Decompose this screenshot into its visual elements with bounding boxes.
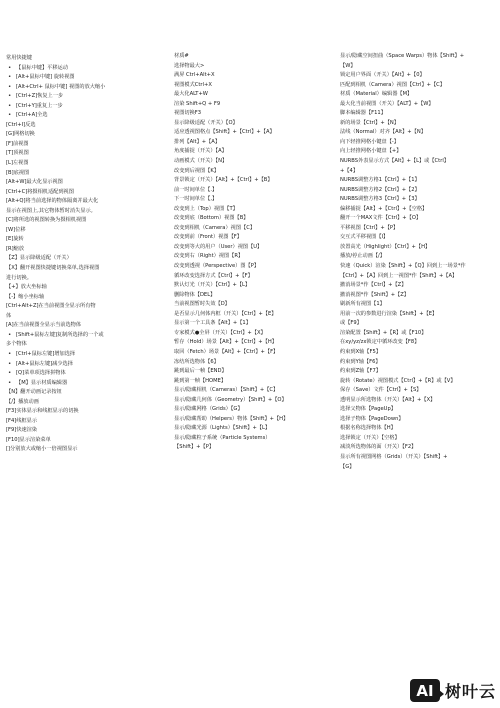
shortcut-line: 显示/隐藏粒子系统（Particle Systems） xyxy=(174,434,271,441)
shortcut-line: 交互式平移视图【I】 xyxy=(340,234,389,241)
shortcut-line: 显示/隐藏光源（Lights）【Shift】+【L】 xyxy=(174,425,271,432)
shortcut-line: 删除物体【DEL】 xyxy=(174,291,216,298)
shortcut-line: 显示第一个工具条【Alt】+【1】 xyxy=(174,320,251,327)
shortcut-line: • [Alt+Ctrl+ 鼠标中键] 视图的放大缩小 xyxy=(6,83,170,93)
shortcut-line: 撤消场景*作【Ctrl】+【Z】 xyxy=(340,282,407,289)
shortcut-line: []分别放大或缩小一倍视图显示 xyxy=(6,446,78,453)
shortcut-line: 改变到相机（Camera）视图【C】 xyxy=(174,224,256,231)
shortcut-line: 视图模式Ctrl+X xyxy=(174,81,212,88)
shortcut-line: [F4]线框显示 xyxy=(6,417,38,424)
shortcut-line: 法线（Normal）对齐【Alt】+【N】 xyxy=(340,129,426,136)
shortcut-line: 循环改变选择方式【Ctrl】+【F】 xyxy=(174,272,253,279)
shortcut-line: • [Ctrl+鼠标左键]增加选择 xyxy=(6,350,170,360)
shortcut-line: 选择物最大> xyxy=(174,62,205,69)
shortcut-line: 或【F9】 xyxy=(340,320,362,327)
shortcut-line: [L]左视图 xyxy=(6,160,29,167)
shortcut-line: 【Z】显示降级适配（开关） xyxy=(6,255,72,262)
shortcut-line: 最大化ALT+W xyxy=(174,91,208,98)
shortcut-line: 默认灯光（开关）【Ctrl】+【L】 xyxy=(174,282,251,289)
shortcut-line: 显示所有视图网格（Grids）（开关）【Shift】+ xyxy=(340,453,448,460)
shortcut-line: 显示/隐藏帮助（Helpers）物体【Shift】+【H】 xyxy=(174,415,289,422)
shortcut-line: 选择父物体【PageUp】 xyxy=(340,406,396,413)
shortcut-line: 跳到最后一帧【END】 xyxy=(174,368,227,375)
shortcut-line: [C]将所选的视图转换为摄相机视图 xyxy=(6,217,87,224)
shortcut-line: 选择子物体【PageDown】 xyxy=(340,415,404,422)
shortcut-line: [F]前视图 xyxy=(6,140,29,147)
shortcut-line: 显示/隐藏空间扭曲（Space Warps）物体【Shift】+ xyxy=(340,53,465,59)
shortcut-line: [F9]快速渲染 xyxy=(6,427,38,434)
shortcut-line: 改变到上（Top）视图【T】 xyxy=(174,205,238,212)
shortcut-line: 翻开一个MAX文件【Ctrl】+【O】 xyxy=(340,215,422,222)
shortcut-line: 【Ctrl】+【A】回到上一视图*作【Shift】+【A】 xyxy=(340,272,458,279)
shortcut-line: 选择锁定（开关）【空格】 xyxy=(340,434,400,441)
shortcut-line: [E]旋转 xyxy=(6,236,24,243)
shortcut-line: [W]位移 xyxy=(6,226,26,233)
shortcut-line: 暂存（Hold）场景【Alt】+【Ctrl】+【H】 xyxy=(174,339,277,346)
shortcut-line: [A]在当前视图全显示当前选物体 xyxy=(6,322,82,329)
shortcut-line: NURBS调整方格1【Ctrl】+【1】 xyxy=(340,177,420,184)
shortcut-line: • [Alt+鼠标左键]减少选择 xyxy=(6,360,170,370)
shortcut-line: 显示/隐藏几何体（Geometry）【Shift】+【O】 xyxy=(174,396,287,403)
shortcut-line: • 【M】显示材质编辑器 xyxy=(6,379,170,389)
shortcut-line: 改变到前（Front）视图【F】 xyxy=(174,234,242,241)
shortcut-line: [F3]实体显示和线框显示的切换 xyxy=(6,408,79,415)
shortcut-line: 放置高光（Highlight）【Ctrl】+【H】 xyxy=(340,243,431,250)
shortcut-line: 显示降级适配（开关）【O】 xyxy=(174,119,238,126)
shortcut-line: 保存（Save）文件【Ctrl】+【S】 xyxy=(340,387,422,394)
shortcut-line: 前一时间单位【.】 xyxy=(174,186,218,193)
shortcut-line: [G]网格切换 xyxy=(6,131,35,138)
shortcut-line: 【/】播放动画 xyxy=(6,398,39,405)
shortcut-line: 播放/停止动画【/】 xyxy=(340,253,385,260)
shortcut-line: NURBS外表显示方式【Alt】+【L】或【Ctrl】 xyxy=(340,158,449,165)
shortcut-line: +【4】 xyxy=(340,167,359,174)
shortcut-line: 约束到Y轴【F6】 xyxy=(340,358,381,365)
shortcut-line: • [Ctrl+Z]恢复上一步 xyxy=(6,92,170,102)
shortcut-line: NURBS调整方格2【Ctrl】+【2】 xyxy=(340,186,420,193)
shortcut-line: • [Alt+鼠标中键] 旋转视图 xyxy=(6,73,170,83)
shortcut-line: • [Q]菜单项选择拼物体 xyxy=(6,369,170,379)
shortcut-line: • [Ctrl+Y]重复上一步 xyxy=(6,102,170,112)
shortcut-line: 向下轻推网格小键盘【-】 xyxy=(340,138,399,145)
shortcut-line: 适应透视图格点【Shift】+【Ctrl】+【A】 xyxy=(174,129,275,136)
shortcut-line: [Ctrl+C]将摄相机适配到视图 xyxy=(6,188,74,195)
shortcut-line: 在xy/yz/zx锁定中循环改变【F8】 xyxy=(340,339,420,346)
shortcut-line: 【-】缩小坐标轴 xyxy=(6,293,45,300)
shortcut-line: 冻结所选物体【6】 xyxy=(174,358,219,365)
shortcut-line: 【X】翻开视图快捷键切换菜单,选择视图 xyxy=(6,265,100,272)
column-middle xyxy=(174,0,338,453)
shortcut-line: 减淡所选物体的面（开关）【F2】 xyxy=(340,444,417,451)
shortcut-line: [Alt+W]最大化显示视图 xyxy=(6,179,63,186)
shortcut-line: [T]顶视图 xyxy=(6,150,29,157)
column-right xyxy=(340,0,498,472)
shortcut-line: 下一时间单位【,】 xyxy=(174,196,218,203)
shortcut-line: • [Ctrl+A]全选 xyxy=(6,111,170,121)
shortcut-line: 改变到右（Right）视图【R】 xyxy=(174,253,244,260)
shortcut-line: 约束到Z轴【F7】 xyxy=(340,368,381,375)
shortcut-line: 是否显示几何体内框（开关）【Ctrl】+【E】 xyxy=(174,310,277,317)
shortcut-line: 【+】放大坐标轴 xyxy=(6,284,47,291)
logo-mark: AI xyxy=(410,679,440,702)
shortcut-line: 匹配到相机（Camera）视图【Ctrl】+【C】 xyxy=(340,81,445,88)
shortcut-line: 向上轻推网格小键盘【+】 xyxy=(340,148,402,155)
shortcut-line: 改变到透视（Perspective）图【P】 xyxy=(174,263,260,270)
shortcut-line: 专家模式●全屏（开关）【Ctrl】+【X】 xyxy=(174,329,266,336)
shortcut-line: 多个物体 xyxy=(6,341,27,348)
shortcut-line: 快速（Quick）渲染【Shift】+【Q】回到上一场景*作 xyxy=(340,263,466,270)
shortcut-line: 撤消视图*作【Shift】+【Z】 xyxy=(340,291,409,298)
shortcut-line: 显示在视图上,其它物体暂时消失显示。 xyxy=(6,207,96,214)
shortcut-line: 显示/隐藏相机（Cameras）【Shift】+【C】 xyxy=(174,387,279,394)
shortcut-line: 取回（Fetch）场景【Alt】+【Ctrl】+【F】 xyxy=(174,348,279,355)
shortcut-line: 改变到等大的用户（User）视图【U】 xyxy=(174,243,263,250)
shortcut-line: 透明显示所选物体（开关）【Alt】+【X】 xyxy=(340,396,436,403)
shortcut-line: 最大化当前视图（开关）【ALT】+【W】 xyxy=(340,100,434,107)
shortcut-line: 角度捕捉（开关）【A】 xyxy=(174,148,227,155)
shortcut-line: 排列【Alt】+【A】 xyxy=(174,138,221,145)
shortcut-line: 满屏 Ctrl+Alt+X xyxy=(174,72,215,79)
watermark-logo xyxy=(410,679,496,702)
shortcut-line: [F10]显示渲染菜单 xyxy=(6,436,51,443)
shortcut-line: 刷新所有视图【1】 xyxy=(340,301,385,308)
shortcut-line: 显示/隐藏网格（Grids）【G】 xyxy=(174,406,243,413)
shortcut-line: 旋转（Rotate）视图模式【Ctrl】+【R】或【V】 xyxy=(340,377,456,384)
shortcut-line: 动画模式（开关）【N】 xyxy=(174,158,228,165)
shortcut-line: 进行切换。 xyxy=(6,274,32,281)
shortcut-line: 【Shift】+【P】 xyxy=(174,444,215,451)
shortcut-line: 脚本编辑器【F11】 xyxy=(340,110,386,117)
shortcut-line: 改变到底（Bottom）视图【B】 xyxy=(174,215,249,222)
shortcut-line: 根据名称选择物体【H】 xyxy=(340,425,396,432)
shortcut-line: 锁定用户界面（开关）【Alt】+【0】 xyxy=(340,72,425,79)
shortcut-line: 【N】翻开动画记录按钮 xyxy=(6,389,62,396)
column-left xyxy=(6,0,170,455)
shortcut-line: 当前视图暂时失效【D】 xyxy=(174,301,230,308)
shortcut-line: • [Shift+鼠标左键]复制所选择的一个或 xyxy=(6,331,170,341)
shortcut-line: 偏移捕捉【Alt】+【Ctrl】+【空格】 xyxy=(340,205,428,212)
shortcut-line: 【W】 xyxy=(340,62,356,69)
shortcut-line: 【G】 xyxy=(340,463,355,470)
shortcut-line: 材质（Material）编辑器【M】 xyxy=(340,91,413,98)
shortcut-line: [R]缩放 xyxy=(6,245,25,252)
shortcut-line: 跳到第一帧【HOME】 xyxy=(174,377,227,384)
shortcut-line: 材质# xyxy=(174,53,189,59)
shortcut-line: 改变到后视图【K】 xyxy=(174,167,219,174)
shortcut-line: 新的场景【Ctrl】+【N】 xyxy=(340,119,399,126)
shortcut-line: NURBS调整方格3【Ctrl】+【3】 xyxy=(340,196,420,203)
shortcut-line: 背景锁定（开关）【Alt】+【Ctrl】+【B】 xyxy=(174,177,273,184)
shortcut-line: 常用快捷键 xyxy=(6,55,32,61)
shortcut-line: 渲染 Shift+Q + F9 xyxy=(174,100,221,107)
shortcut-line: 平移视图【Ctrl】+【P】 xyxy=(340,224,399,231)
shortcut-line: 用前一次的参数进行渲染【Shift】+【E】 xyxy=(340,310,438,317)
shortcut-line: • 【鼠标中键】平移运动 xyxy=(6,64,170,74)
shortcut-line: 视图切换F3 xyxy=(174,110,202,117)
shortcut-line: [Ctrl+I]反选 xyxy=(6,121,36,128)
shortcut-line: [Ctrl+Alt+Z]在当前视图全显示所有物 xyxy=(6,303,96,310)
shortcut-line: 体 xyxy=(6,312,12,319)
shortcut-line: 约束到X轴【F5】 xyxy=(340,348,381,355)
shortcut-line: 渲染配置【Shift】+【R】或【F10】 xyxy=(340,329,427,336)
shortcut-line: [B]底视图 xyxy=(6,169,30,176)
shortcut-line: [Alt+Q]将当前选择的物体隔离并最大化 xyxy=(6,198,99,205)
logo-text: 树叶云 xyxy=(444,682,496,701)
